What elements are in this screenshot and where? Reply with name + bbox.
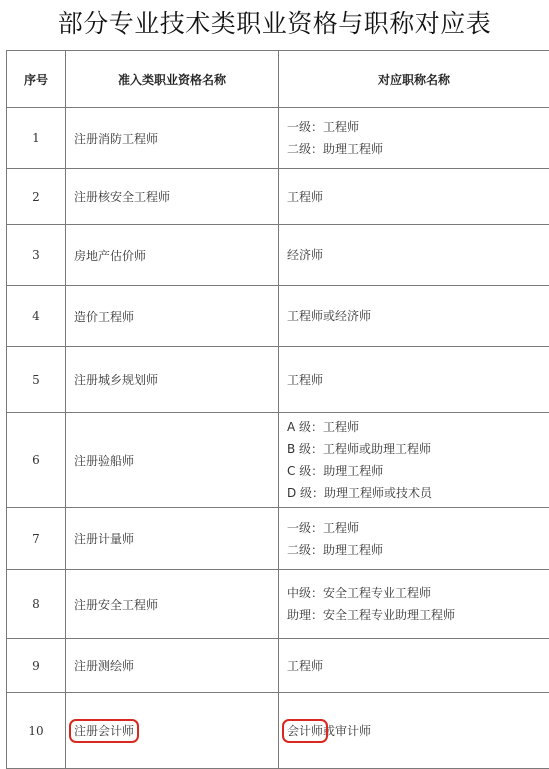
table-row: [7, 639, 549, 693]
page-title: 部分专业技术类职业资格与职称对应表: [0, 4, 549, 44]
row-seq: 4: [7, 286, 66, 347]
title-line: A 级：工程师: [287, 416, 549, 438]
row-seq: 9: [7, 639, 66, 693]
row-title: [279, 413, 549, 508]
row-title: [279, 347, 549, 413]
row-qualification: 注册安全工程师: [66, 570, 279, 639]
row-qualification: 注册测绘师: [66, 639, 279, 693]
title-line: 助理：安全工程专业助理工程师: [287, 604, 549, 626]
table-header-row: [7, 51, 549, 108]
table-row: [7, 347, 549, 413]
title-line: 二级：助理工程师: [287, 138, 549, 160]
row-seq: 1: [7, 108, 66, 169]
title-line: 一级：工程师: [287, 116, 549, 138]
header-qualification: 准入类职业资格名称: [66, 51, 279, 108]
row-qualification: 房地产估价师: [66, 225, 279, 286]
row-title: [279, 570, 549, 639]
table-row: [7, 225, 549, 286]
table-row: [7, 108, 549, 169]
table-row: [7, 508, 549, 570]
title-line: 经济师: [287, 244, 549, 266]
row-seq: 8: [7, 570, 66, 639]
header-seq: 序号: [7, 51, 66, 108]
row-title: [279, 508, 549, 570]
row-seq: 3: [7, 225, 66, 286]
row-qualification: 造价工程师: [66, 286, 279, 347]
title-rest: 或审计师: [323, 724, 371, 738]
row-title: [279, 693, 549, 769]
title-line: 工程师: [287, 186, 549, 208]
row-qualification: 注册核安全工程师: [66, 169, 279, 225]
row-title: [279, 108, 549, 169]
row-qualification: 注册验船师: [66, 413, 279, 508]
row-seq: 10: [7, 693, 66, 769]
table-row: [7, 286, 549, 347]
header-title: 对应职称名称: [279, 51, 549, 108]
row-seq: 5: [7, 347, 66, 413]
title-line: 工程师: [287, 369, 549, 391]
highlight-box: 注册会计师: [74, 724, 134, 738]
title-line: D 级：助理工程师或技术员: [287, 482, 549, 504]
qualification-table: [6, 50, 549, 769]
row-seq: 2: [7, 169, 66, 225]
table-row: [7, 169, 549, 225]
title-line: 中级：安全工程专业工程师: [287, 582, 549, 604]
row-qualification: [66, 693, 279, 769]
row-seq: 7: [7, 508, 66, 570]
row-title: [279, 225, 549, 286]
row-qualification: 注册计量师: [66, 508, 279, 570]
row-qualification: 注册消防工程师: [66, 108, 279, 169]
row-title: [279, 169, 549, 225]
highlight-box: 会计师: [287, 724, 323, 738]
table-row: [7, 693, 549, 769]
row-seq: 6: [7, 413, 66, 508]
title-line: C 级：助理工程师: [287, 460, 549, 482]
title-line: B 级：工程师或助理工程师: [287, 438, 549, 460]
title-line: 工程师: [287, 655, 549, 677]
title-line: 二级：助理工程师: [287, 539, 549, 561]
title-line: 工程师或经济师: [287, 305, 549, 327]
row-title: [279, 286, 549, 347]
row-qualification: 注册城乡规划师: [66, 347, 279, 413]
title-line: 一级：工程师: [287, 517, 549, 539]
table-row: [7, 570, 549, 639]
table-row: [7, 413, 549, 508]
row-title: [279, 639, 549, 693]
